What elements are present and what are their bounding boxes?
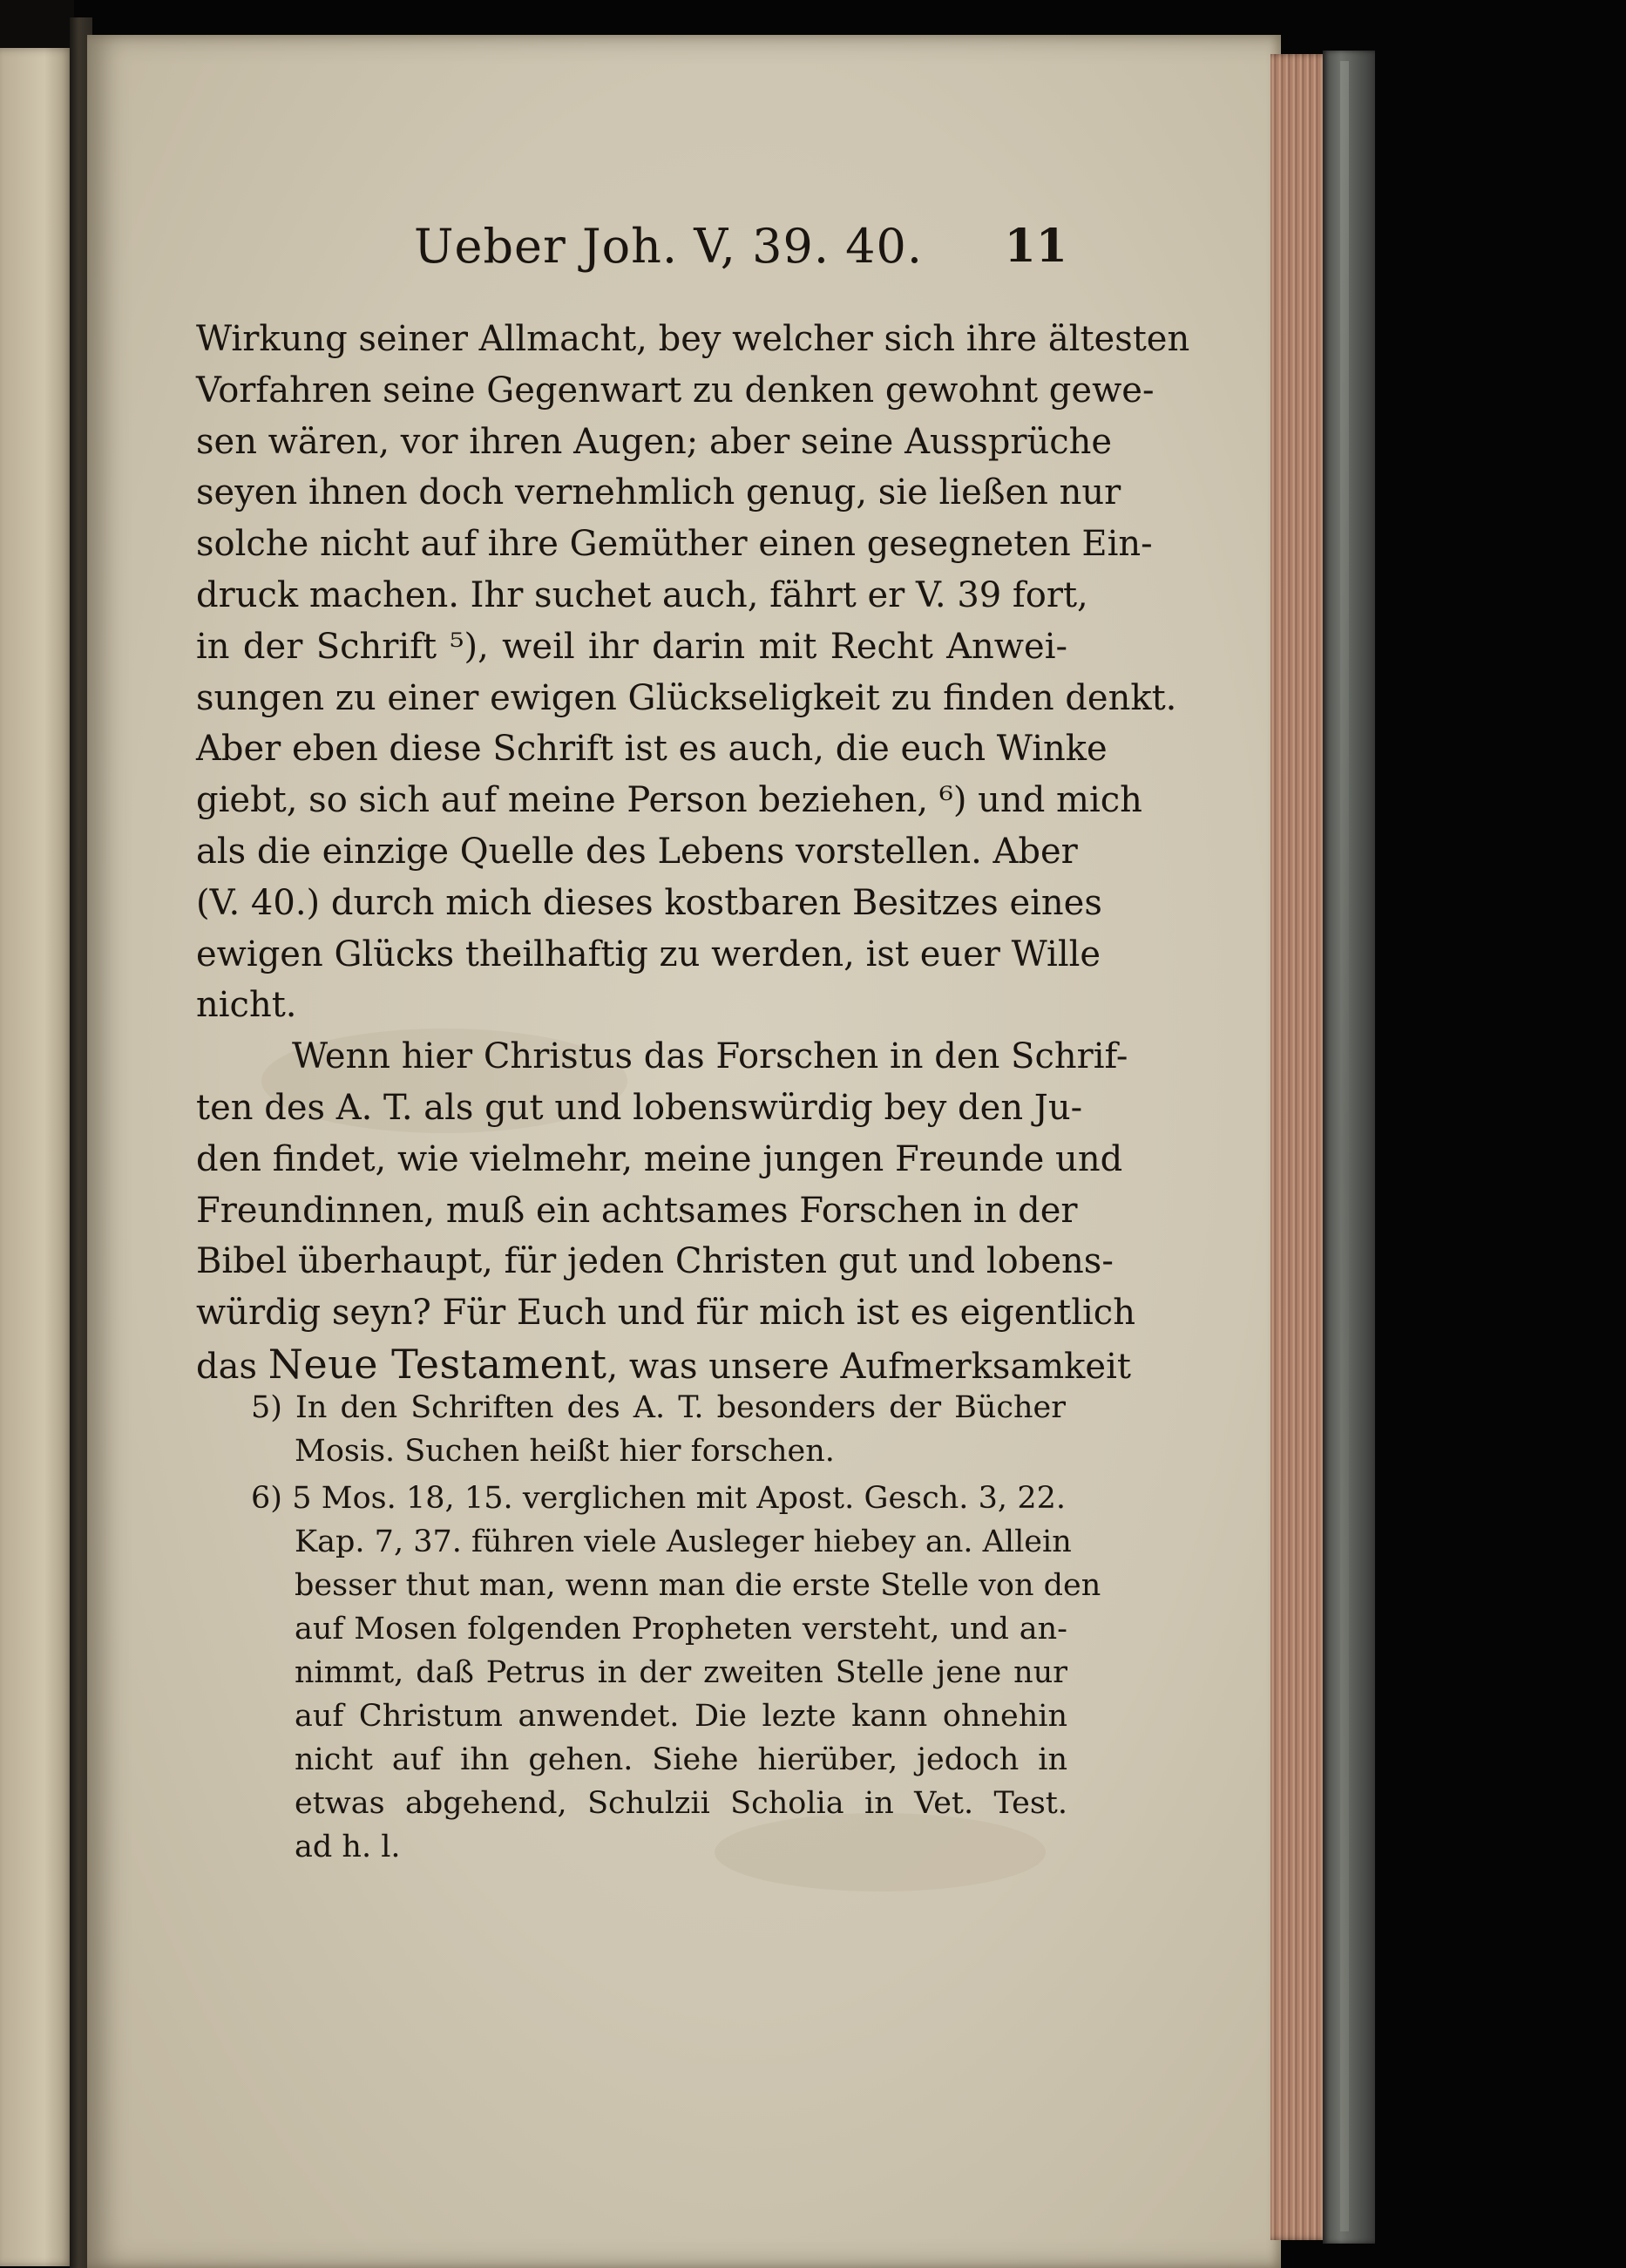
page-header	[196, 216, 1067, 286]
text-line: (V. 40.) durch mich dieses kostbaren Besitzes eines	[196, 882, 1102, 923]
text-line: ewigen Glücks theilhaftig zu werden, ist euer Wille	[196, 934, 1101, 974]
text-line: Aber eben diese Schrift ist es auch, die euch Winke	[196, 729, 1108, 770]
page-number: 11	[1004, 220, 1067, 273]
footnote-6-line: ad h. l.	[295, 1830, 401, 1864]
page-block-edge	[1270, 54, 1330, 2240]
text-fragment: das	[196, 1346, 268, 1387]
main-text	[196, 314, 1190, 1390]
text-line: druck machen. Ihr suchet auch, fährt er V. 39 fort,	[196, 574, 1088, 615]
footnote-5-line: Mosis. Suchen heißt hier forschen.	[295, 1434, 835, 1469]
cover-highlight	[1340, 61, 1349, 2231]
text-line: sungen zu einer ewigen Glückseligkeit zu finden denkt.	[196, 677, 1177, 718]
text-line: Freundinnen, muß ein achtsames Forschen in der	[196, 1190, 1078, 1231]
left-page-top-shadow	[0, 0, 74, 48]
text-line: sen wären, vor ihren Augen; aber seine Aussprüche	[196, 421, 1113, 462]
text-line: seyen ihnen doch vernehmlich genug, sie ließen nur	[196, 472, 1121, 513]
footnote-6-line: etwas abgehend, Schulzii Scholia in Vet. Test.	[295, 1786, 1067, 1821]
text-line: in der Schrift ⁵), weil ihr darin mit Recht Anwei-	[196, 626, 1067, 667]
footnote-6-line: Kap. 7, 37. führen viele Ausleger hiebey an. Allein	[295, 1524, 1072, 1559]
text-line: solche nicht auf ihre Gemüther einen gesegneten Ein-	[196, 524, 1153, 565]
footnote-6-line: auf Christum anwendet. Die lezte kann ohnehin	[295, 1699, 1067, 1734]
text-line: Vorfahren seine Gegenwart zu denken gewohnt gewe-	[196, 370, 1155, 411]
footnote-6-line: 6) 5 Mos. 18, 15. verglichen mit Apost. Gesch. 3, 22.	[251, 1481, 1066, 1516]
text-line: ten des A. T. als gut und lobenswürdig bey den Ju-	[196, 1087, 1083, 1128]
footnote-6-line: auf Mosen folgenden Propheten versteht, und an-	[295, 1612, 1067, 1647]
paragraph-first-line: Wenn hier Christus das Forschen in den Schrif-	[292, 1036, 1128, 1077]
footnote-5-line: 5) In den Schriften des A. T. besonders der Bücher	[251, 1390, 1066, 1425]
text-line: als die einzige Quelle des Lebens vorstellen. Aber	[196, 831, 1078, 872]
text-line: nicht.	[196, 985, 297, 1026]
text-line: Bibel überhaupt, für jeden Christen gut und lobens-	[196, 1241, 1114, 1282]
footnote-6-line: nicht auf ihn gehen. Siehe hierüber, jedoch in	[295, 1742, 1067, 1777]
running-head: Ueber Joh. V, 39. 40.	[414, 219, 924, 274]
text-line-emphasis	[196, 1339, 1131, 1390]
emphasized-phrase: Neue Testament	[268, 1340, 607, 1388]
text-line: giebt, so sich auf meine Person beziehen, ⁶) und mich	[196, 780, 1142, 821]
footnotes	[251, 1386, 1101, 1869]
text-line: Wirkung seiner Allmacht, bey welcher sich ihre ältesten	[196, 319, 1190, 359]
facing-page-edge	[0, 48, 74, 2266]
text-line: den findet, wie vielmehr, meine jungen Freunde und	[196, 1138, 1123, 1179]
book-cover-spine	[1323, 51, 1375, 2244]
text-line: würdig seyn? Für Euch und für mich ist es eigentlich	[196, 1293, 1135, 1334]
footnote-6-line: nimmt, daß Petrus in der zweiten Stelle jene nur	[295, 1655, 1067, 1690]
text-fragment: , was unsere Aufmerksamkeit	[606, 1346, 1131, 1387]
footnote-6-line: besser thut man, wenn man die erste Stelle von den	[295, 1568, 1101, 1603]
